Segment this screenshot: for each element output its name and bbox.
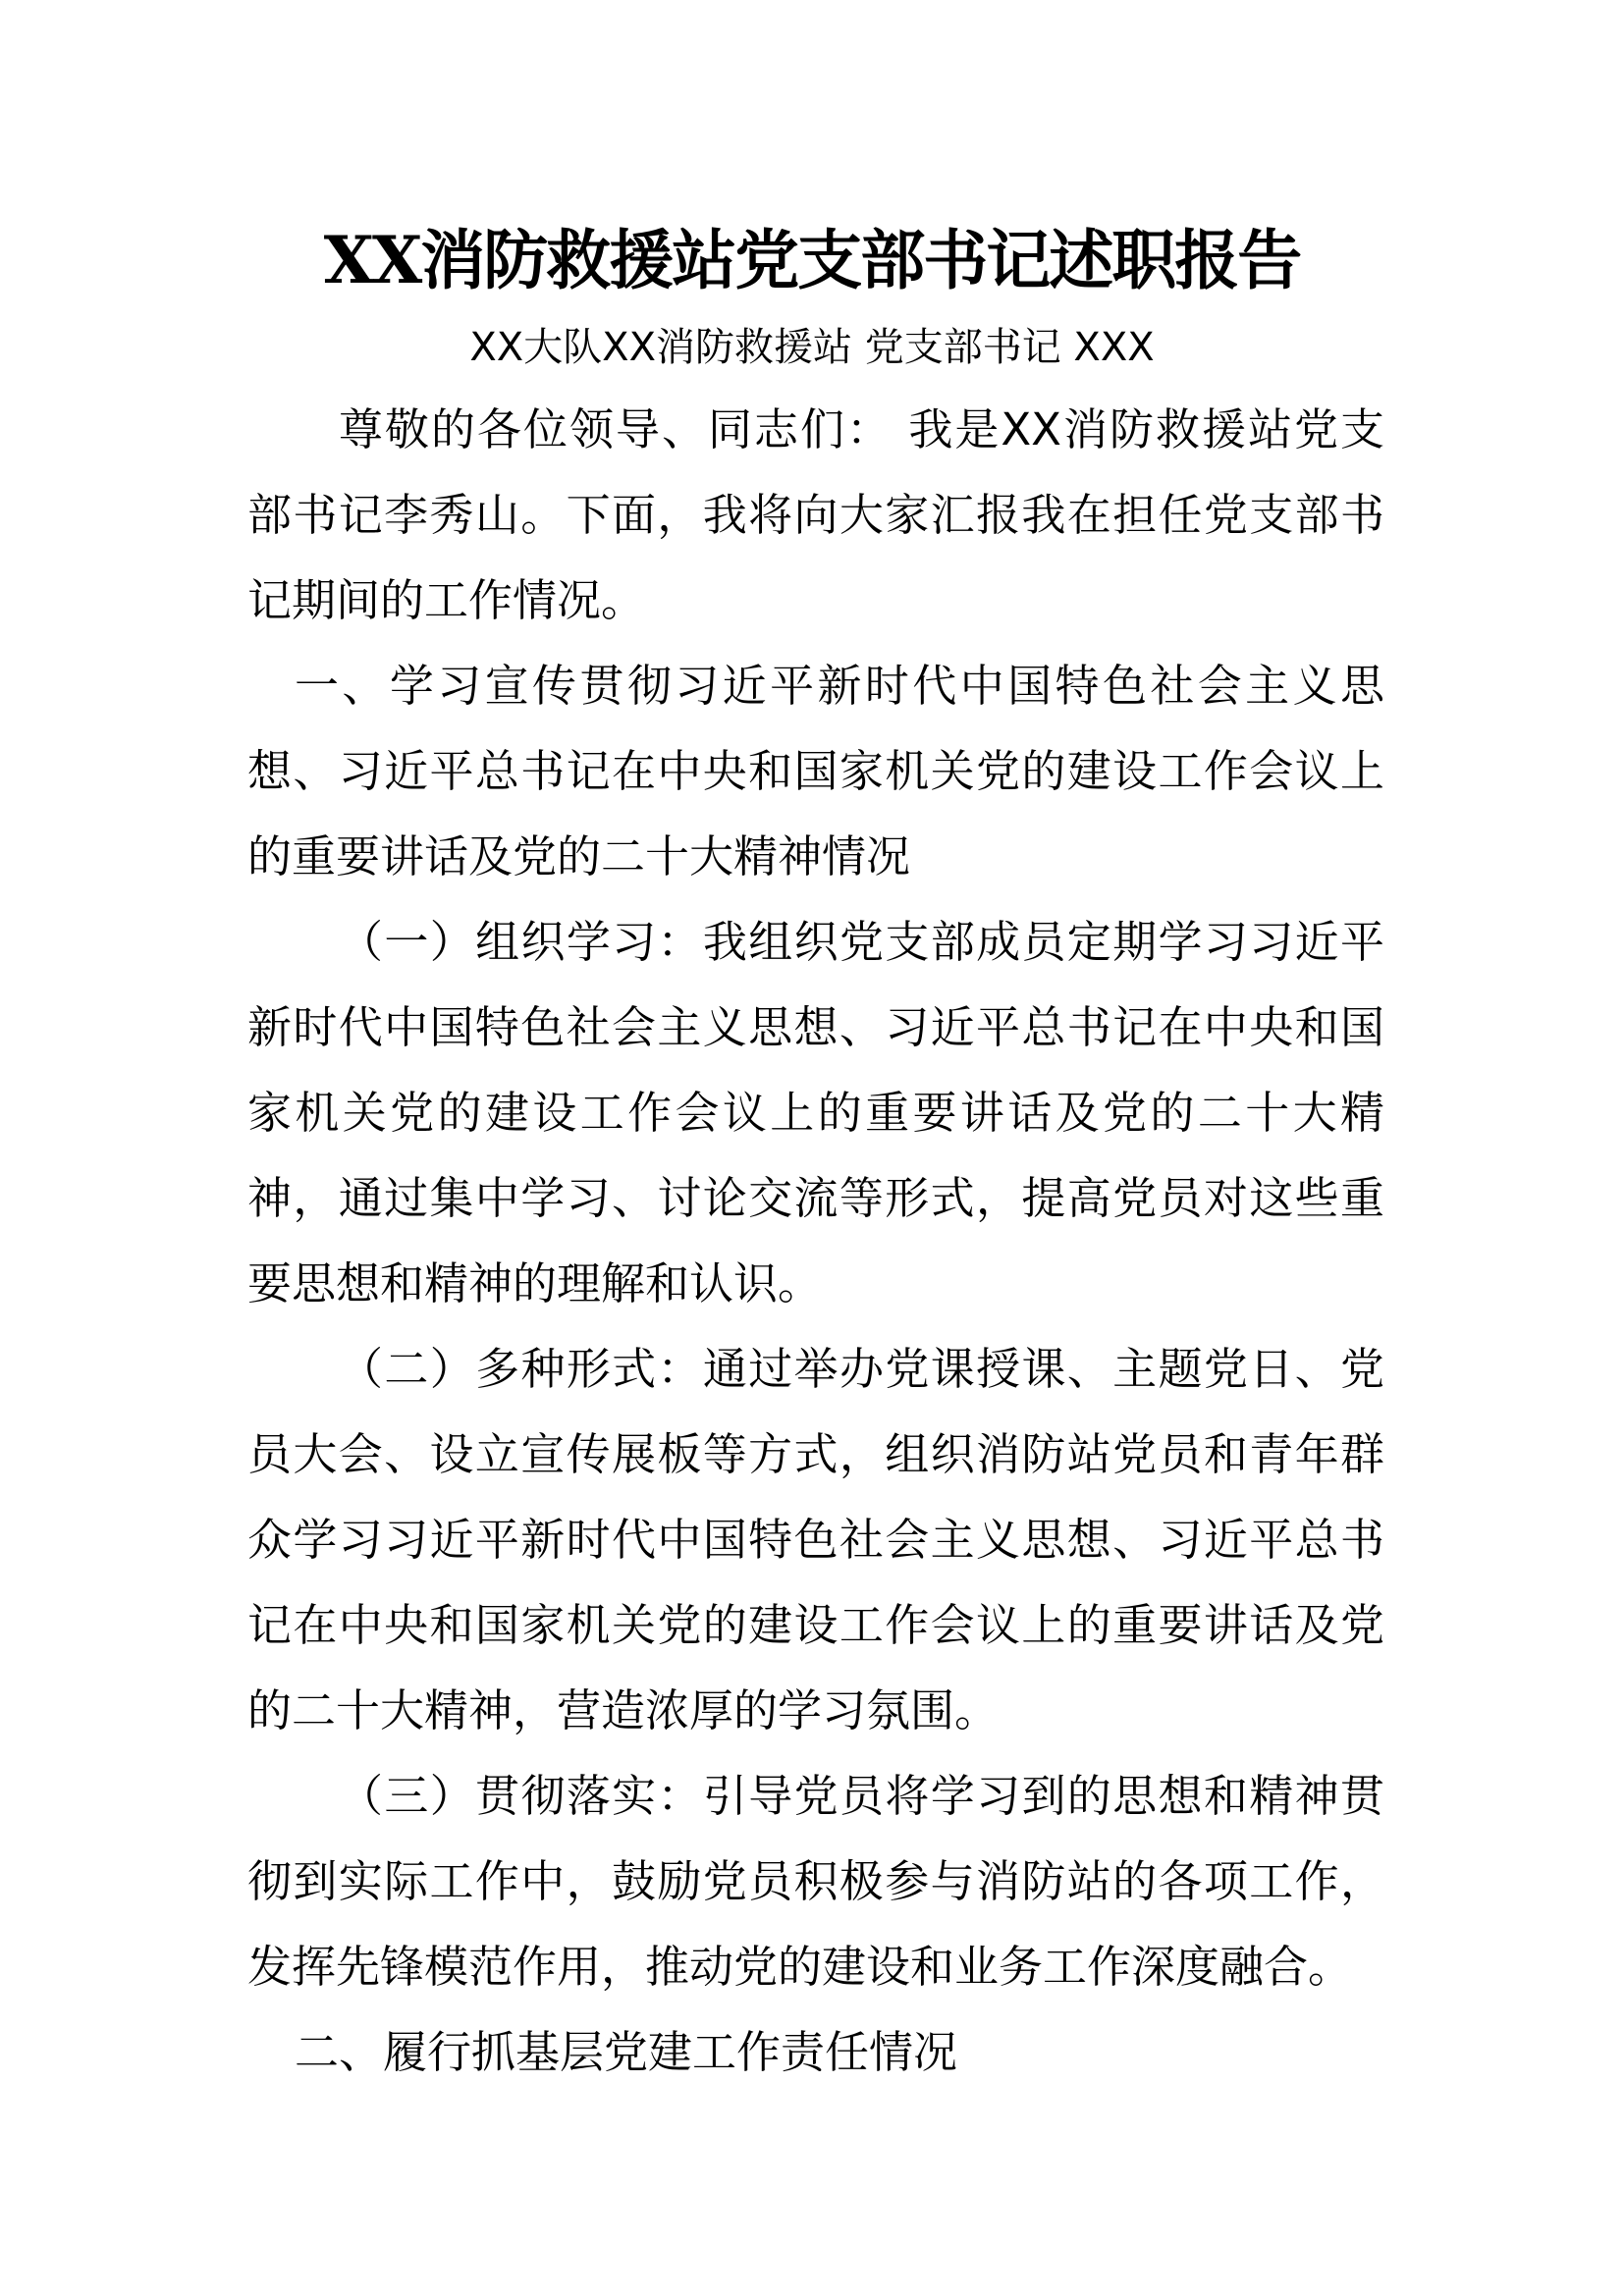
paragraph-line: 家机关党的建设工作会议上的重要讲话及党的二十大精	[247, 1087, 1384, 1139]
paragraph-first-line: （三）贯彻落实：引导党员将学习到的思想和精神贯	[339, 1770, 1384, 1822]
paragraph-line: 新时代中国特色社会主义思想、习近平总书记在中央和国	[247, 1001, 1384, 1053]
paragraph-first-line: 尊敬的各位领导、同志们： 我是XX消防救援站党支	[339, 403, 1384, 455]
paragraph-line: 彻到实际工作中，鼓励党员积极参与消防站的各项工作，	[247, 1855, 1384, 1907]
paragraph-first-line: 一、学习宣传贯彻习近平新时代中国特色社会主义思	[295, 660, 1384, 712]
paragraph-line: 的二十大精神，营造浓厚的学习氛围。	[247, 1684, 1000, 1736]
document-title: XX消防救援站党支部书记述职报告	[323, 222, 1301, 298]
paragraph-line: 想、习近平总书记在中央和国家机关党的建设工作会议上	[247, 745, 1384, 797]
paragraph-line: 发挥先锋模范作用，推动党的建设和业务工作深度融合。	[247, 1941, 1353, 1993]
paragraph-first-line: 二、履行抓基层党建工作责任情况	[295, 2026, 958, 2078]
document-subtitle: XX大队XX消防救援站 党支部书记 XXX	[469, 325, 1155, 370]
paragraph-first-line: （二）多种形式：通过举办党课授课、主题党日、党	[339, 1343, 1384, 1395]
paragraph-line: 员大会、设立宣传展板等方式，组织消防站党员和青年群	[247, 1428, 1384, 1480]
paragraph-first-line: （一）组织学习：我组织党支部成员定期学习习近平	[339, 916, 1384, 968]
paragraph-line: 众学习习近平新时代中国特色社会主义思想、习近平总书	[247, 1514, 1384, 1566]
paragraph-line: 记期间的工作情况。	[247, 574, 646, 626]
paragraph-line: 的重要讲话及党的二十大精神情况	[247, 830, 911, 882]
paragraph-line: 要思想和精神的理解和认识。	[247, 1257, 823, 1309]
paragraph-line: 部书记李秀山。下面，我将向大家汇报我在担任党支部书	[247, 489, 1384, 541]
paragraph-line: 神，通过集中学习、讨论交流等形式，提高党员对这些重	[247, 1172, 1384, 1224]
paragraph-line: 记在中央和国家机关党的建设工作会议上的重要讲话及党	[247, 1599, 1384, 1651]
